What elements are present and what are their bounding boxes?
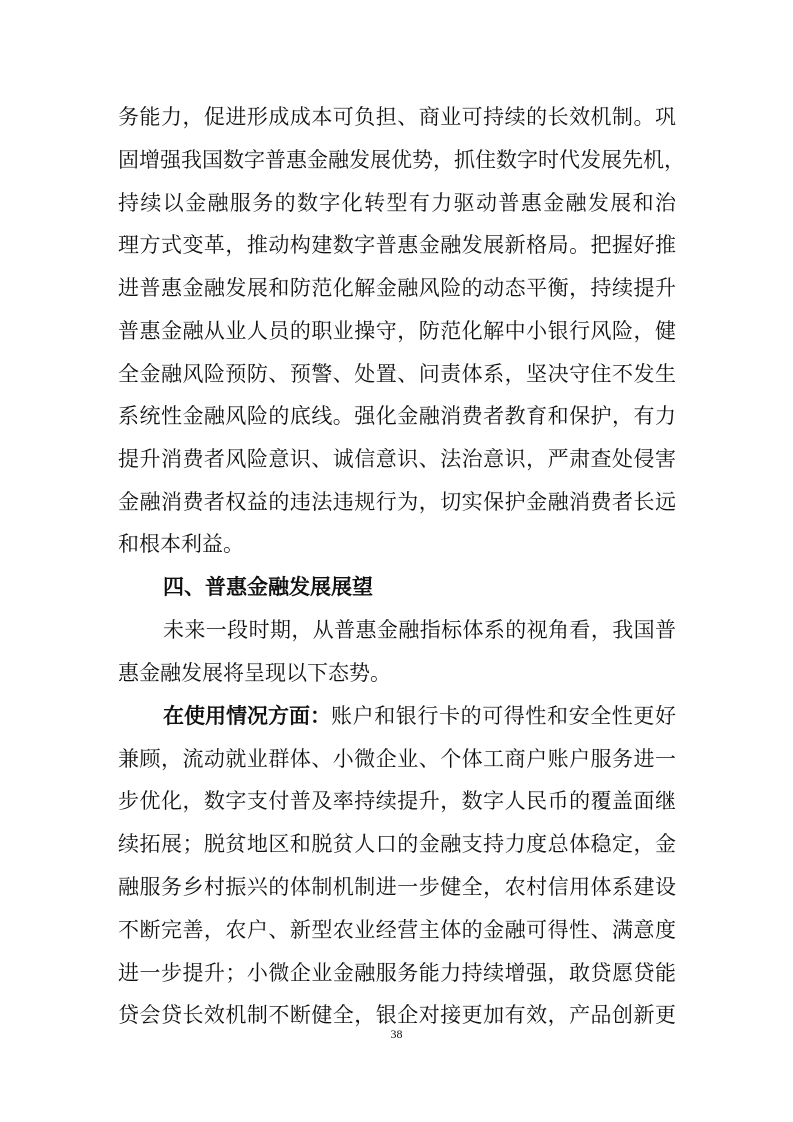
text-line: 不断完善，农户、新型农业经营主体的金融可得性、满意度 bbox=[118, 918, 676, 942]
text-line: 融服务乡村振兴的体制机制进一步健全，农村信用体系建设 bbox=[118, 875, 676, 899]
text-line: 全金融风险预防、预警、处置、问责体系，坚决守住不发生 bbox=[118, 362, 676, 386]
text-line: 未来一段时期，从普惠金融指标体系的视角看，我国普 bbox=[163, 618, 676, 642]
text-line: 持续以金融服务的数字化转型有力驱动普惠金融发展和治 bbox=[118, 191, 676, 215]
text-line: 进一步提升；小微企业金融服务能力持续增强，敢贷愿贷能 bbox=[118, 961, 676, 985]
text-line: 兼顾，流动就业群体、小微企业、个体工商户账户服务进一 bbox=[118, 747, 676, 771]
text-line: 步优化，数字支付普及率持续提升，数字人民币的覆盖面继 bbox=[118, 789, 676, 813]
text-line: 惠金融发展将呈现以下态势。 bbox=[118, 661, 391, 685]
text-line: 系统性金融风险的底线。强化金融消费者教育和保护，有力 bbox=[118, 404, 676, 428]
text-line bbox=[163, 701, 676, 731]
text-line: 和根本利益。 bbox=[118, 532, 244, 556]
text-line: 贷会贷长效机制不断健全，银企对接更加有效，产品创新更 bbox=[118, 1003, 676, 1027]
page-number: 38 bbox=[390, 1027, 403, 1041]
text-line: 理方式变革，推动构建数字普惠金融发展新格局。把握好推 bbox=[118, 233, 676, 257]
text-line: 固增强我国数字普惠金融发展优势，抓住数字时代发展先机， bbox=[118, 148, 685, 172]
text-line: 普惠金融从业人员的职业操守，防范化解中小银行风险，健 bbox=[118, 319, 676, 343]
section-heading: 四、普惠金融发展展望 bbox=[163, 575, 373, 599]
bold-lead: 在使用情况方面： bbox=[163, 704, 331, 728]
text-line: 进普惠金融发展和防范化解金融风险的动态平衡，持续提升 bbox=[118, 276, 676, 300]
text-line: 金融消费者权益的违法违规行为，切实保护金融消费者长远 bbox=[118, 490, 676, 514]
text-line: 务能力，促进形成成本可负担、商业可持续的长效机制。巩 bbox=[118, 105, 676, 129]
text-line: 续拓展；脱贫地区和脱贫人口的金融支持力度总体稳定，金 bbox=[118, 832, 676, 856]
text-line: 提升消费者风险意识、诚信意识、法治意识，严肃查处侵害 bbox=[118, 447, 676, 471]
text-span: 账户和银行卡的可得性和安全性更好 bbox=[331, 704, 676, 728]
